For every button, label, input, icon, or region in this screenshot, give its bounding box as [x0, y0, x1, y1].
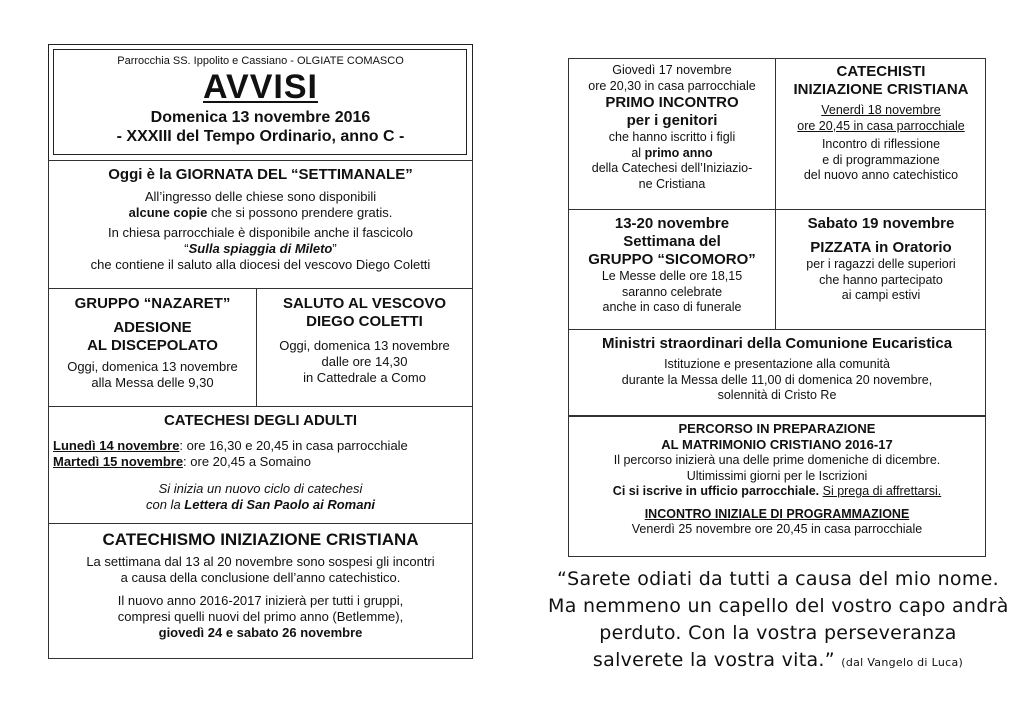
page-title: AVVISI	[203, 68, 318, 106]
quote-close: ”	[332, 241, 337, 256]
genitori-line	[569, 146, 775, 162]
adulti-day-row	[53, 438, 469, 454]
nazaret-section	[49, 295, 256, 391]
header-date: Domenica 13 novembre 2016	[150, 109, 371, 126]
pizzata-line: ai campi estivi	[841, 288, 921, 302]
adulti-day: Lunedì 14 novembre	[53, 438, 180, 453]
vescovo-heading: DIEGO COLETTI	[306, 313, 423, 330]
sicomoro-line: Le Messe delle ore 18,15	[601, 269, 743, 283]
pizzata-line: che hanno partecipato	[819, 272, 943, 287]
genitori-line: della Catechesi dell’Iniziazio-	[591, 161, 753, 175]
sicomoro-heading: Settimana del	[623, 233, 721, 250]
genitori-text: al	[631, 145, 645, 160]
nazaret-heading: GRUPPO “NAZARET”	[74, 295, 231, 312]
catechismo-line: La settimana dal 13 al 20 novembre sono sospesi gli incontri	[86, 554, 435, 569]
genitori-line: ne Cristiana	[638, 176, 706, 191]
matrimonio-line	[568, 484, 986, 500]
matrimonio-section	[568, 421, 986, 537]
nazaret-sub: ADESIONE	[113, 319, 192, 336]
gospel-quote	[548, 566, 1008, 676]
quote-line: Ma nemmeno un capello del vostro capo andrà	[548, 595, 1009, 617]
divider	[568, 209, 986, 210]
catechisti-section	[776, 63, 986, 184]
matrimonio-bold: Ci si iscrive in ufficio parrocchiale.	[612, 484, 820, 498]
matrimonio-heading: PERCORSO IN PREPARAZIONE	[678, 421, 876, 436]
matrimonio-heading: INCONTRO INIZIALE DI PROGRAMMAZIONE	[644, 506, 910, 521]
settimanale-section	[48, 166, 473, 273]
adulti-day: Martedì 15 novembre	[53, 454, 184, 469]
settimanale-line: All’ingresso delle chiese sono disponibili	[144, 189, 377, 204]
sicomoro-section	[569, 215, 775, 316]
catechisti-line: Incontro di riflessione	[821, 137, 941, 151]
ministri-section	[568, 335, 986, 404]
catechismo-line: compresi quelli nuovi del primo anno (Betlemme),	[117, 609, 404, 624]
settimanale-heading: Oggi è la GIORNATA DEL “SETTIMANALE”	[108, 166, 413, 183]
catechismo-line: a causa della conclusione dell’anno catechistico.	[120, 570, 401, 585]
genitori-section	[569, 63, 775, 192]
vescovo-line: Oggi, domenica 13 novembre	[279, 338, 450, 353]
pizzata-section	[776, 215, 986, 304]
matrimonio-underline: Si prega di affrettarsi.	[822, 484, 942, 498]
quote-line: perduto. Con la vostra perseveranza	[599, 622, 957, 644]
sicomoro-line: saranno celebrate	[621, 284, 723, 299]
settimanale-text: che si possono prendere gratis.	[207, 205, 393, 220]
adulti-schedule	[53, 438, 469, 470]
matrimonio-line: Ultimissimi giorni per le Iscrizioni	[686, 468, 868, 483]
catechisti-heading: CATECHISTI	[836, 63, 926, 80]
matrimonio-heading: AL MATRIMONIO CRISTIANO 2016-17	[661, 437, 893, 452]
ministri-line: durante la Messa delle 11,00 di domenica 20 novembre,	[621, 372, 933, 387]
catechisti-heading: INIZIAZIONE CRISTIANA	[793, 81, 969, 98]
catechisti-line: Venerdì 18 novembre	[821, 103, 941, 117]
vescovo-section	[257, 295, 472, 386]
nazaret-sub: AL DISCEPOLATO	[87, 337, 218, 354]
vescovo-line: dalle ore 14,30	[321, 354, 408, 369]
adulti-note-line	[48, 497, 473, 513]
nazaret-line: Oggi, domenica 13 novembre	[67, 359, 238, 374]
booklet-title: Sulla spiaggia di Mileto	[188, 241, 333, 256]
quote-line: “Sarete odiati da tutti a causa del mio nome.	[557, 568, 999, 590]
catechisti-line: del nuovo anno catechistico	[803, 168, 959, 182]
quote-source: (dal Vangelo di Luca)	[841, 656, 964, 669]
quote-text: salverete la vostra vita.”	[592, 649, 835, 671]
catechismo-section	[48, 530, 473, 641]
header-liturgy: - XXXIII del Tempo Ordinario, anno C -	[116, 128, 405, 145]
genitori-heading: PRIMO INCONTRO	[605, 94, 739, 111]
settimanale-line	[48, 205, 473, 221]
divider	[48, 406, 473, 407]
sicomoro-line: anche in caso di funerale	[602, 300, 742, 314]
quote-open: “	[184, 241, 189, 256]
settimanale-line: In chiesa parrocchiale è disponibile anche il fascicolo	[108, 225, 413, 240]
pizzata-line: per i ragazzi delle superiori	[806, 257, 956, 271]
ministri-line: Istituzione e presentazione alla comunità	[664, 357, 890, 371]
divider	[48, 523, 473, 524]
adulti-note-line: Si inizia un nuovo ciclo di catechesi	[158, 481, 363, 496]
vescovo-line: in Cattedrale a Como	[303, 370, 426, 385]
adulti-heading: CATECHESI DEGLI ADULTI	[163, 412, 358, 429]
parish-name: Parrocchia SS. Ippolito e Cassiano - OLGIATE COMASCO	[117, 55, 404, 67]
adulti-time: : ore 20,45 a Somaino	[183, 454, 311, 469]
catechisti-line: e di programmazione	[822, 152, 940, 167]
catechismo-line: Il nuovo anno 2016-2017 inizierà per tutti i gruppi,	[117, 593, 404, 608]
divider	[48, 288, 473, 289]
ministri-heading: Ministri straordinari della Comunione Eucaristica	[601, 335, 953, 352]
genitori-line: Giovedì 17 novembre	[612, 63, 732, 77]
matrimonio-line: Il percorso inizierà una delle prime domeniche di dicembre.	[613, 453, 941, 467]
quote-line	[548, 647, 1008, 676]
genitori-line: che hanno iscritto i figli	[608, 130, 736, 144]
adulti-time: : ore 16,30 e 20,45 in casa parrocchiale	[179, 438, 408, 453]
divider	[568, 329, 986, 330]
matrimonio-line: Venerdì 25 novembre ore 20,45 in casa parrocchiale	[631, 521, 923, 536]
pizzata-heading: Sabato 19 novembre	[807, 215, 955, 232]
genitori-line: ore 20,30 in casa parrocchiale	[588, 78, 756, 93]
settimanale-line	[48, 241, 473, 257]
sicomoro-heading: GRUPPO “SICOMORO”	[588, 251, 756, 268]
adulti-letter: Lettera di San Paolo ai Romani	[184, 497, 376, 512]
catechisti-line: ore 20,45 in casa parrocchiale	[797, 118, 965, 133]
adulti-note	[48, 481, 473, 513]
nazaret-line: alla Messa delle 9,30	[91, 375, 214, 390]
settimanale-bold: alcune copie	[128, 205, 208, 220]
catechismo-dates: giovedì 24 e sabato 26 novembre	[158, 625, 363, 640]
adulti-note-text: con la	[145, 497, 185, 512]
catechismo-heading: CATECHISMO INIZIAZIONE CRISTIANA	[102, 530, 419, 549]
genitori-heading: per i genitori	[626, 112, 718, 129]
ministri-line: solennità di Cristo Re	[717, 388, 837, 402]
sicomoro-heading: 13-20 novembre	[614, 215, 730, 232]
settimanale-line: che contiene il saluto alla diocesi del vescovo Diego Coletti	[90, 257, 431, 272]
adulti-day-row	[53, 454, 469, 470]
genitori-bold: primo anno	[644, 145, 713, 160]
vescovo-heading: SALUTO AL VESCOVO	[282, 295, 447, 312]
pizzata-heading: PIZZATA in Oratorio	[810, 239, 952, 256]
